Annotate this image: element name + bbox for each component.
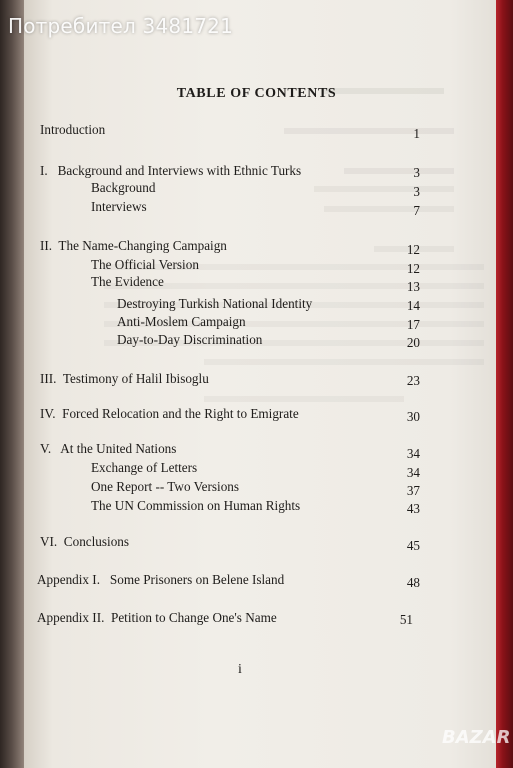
toc-page-number: 17 bbox=[406, 317, 420, 332]
toc-page-number: 14 bbox=[406, 298, 420, 313]
toc-page-number: 45 bbox=[406, 538, 420, 553]
toc-page-number: 30 bbox=[406, 409, 420, 424]
toc-entry-section-4: IV. Forced Relocation and the Right to Emigrate bbox=[40, 406, 299, 421]
page-folio: i bbox=[238, 662, 242, 677]
toc-page-number: 20 bbox=[406, 335, 420, 350]
toc-subentry-letters: Exchange of Letters bbox=[91, 460, 198, 475]
toc-subentry-official-version: The Official Version bbox=[91, 257, 199, 272]
toc-page-number: 43 bbox=[406, 501, 420, 516]
toc-subentry-one-report: One Report -- Two Versions bbox=[91, 479, 240, 494]
toc-page-number: 3 bbox=[413, 165, 420, 180]
toc-subentry-evidence: The Evidence bbox=[91, 274, 164, 289]
toc-page-number: 37 bbox=[406, 483, 420, 498]
toc-page-number: 34 bbox=[406, 465, 420, 480]
toc-subentry-interviews: Interviews bbox=[91, 199, 147, 214]
toc-entry-section-1: I. Background and Interviews with Ethnic Turks bbox=[40, 163, 302, 178]
toc-page-number: 12 bbox=[406, 261, 420, 276]
toc-subentry-anti-moslem: Anti-Moslem Campaign bbox=[117, 314, 246, 329]
site-logo: BAZAR bbox=[442, 727, 511, 748]
toc-page-number: 1 bbox=[413, 126, 420, 141]
toc-subentry-background: Background bbox=[91, 180, 156, 195]
show-through-line bbox=[204, 359, 484, 365]
toc-page-number: 23 bbox=[406, 373, 420, 388]
toc-page-number: 13 bbox=[406, 279, 420, 294]
toc-entry-section-6: VI. Conclusions bbox=[40, 534, 130, 549]
toc-entry-section-5: V. At the United Nations bbox=[40, 441, 177, 456]
toc-page-number: 3 bbox=[413, 184, 420, 199]
toc-entry-appendix-2: Appendix II. Petition to Change One's Name bbox=[37, 610, 277, 625]
toc-page-number: 51 bbox=[399, 612, 413, 627]
toc-page-number: 7 bbox=[413, 203, 420, 218]
toc-entry-introduction: Introduction bbox=[40, 122, 106, 137]
toc-page-number: 34 bbox=[406, 446, 420, 461]
show-through-line bbox=[204, 396, 404, 402]
toc-title: TABLE OF CONTENTS bbox=[176, 86, 337, 101]
toc-page-number: 12 bbox=[406, 242, 420, 257]
watermark: Потребител 3481721 bbox=[8, 14, 234, 38]
toc-entry-section-2: II. The Name-Changing Campaign bbox=[40, 238, 227, 253]
toc-subentry-discrimination: Day-to-Day Discrimination bbox=[117, 332, 263, 347]
toc-subentry-turkish-identity: Destroying Turkish National Identity bbox=[117, 296, 313, 311]
toc-subentry-un-commission: The UN Commission on Human Rights bbox=[91, 498, 301, 513]
toc-page-number: 48 bbox=[406, 575, 420, 590]
book-edge-right bbox=[496, 0, 513, 768]
toc-entry-section-3: III. Testimony of Halil Ibisoglu bbox=[40, 371, 209, 386]
show-through-line bbox=[284, 128, 454, 134]
toc-entry-appendix-1: Appendix I. Some Prisoners on Belene Island bbox=[37, 572, 285, 587]
